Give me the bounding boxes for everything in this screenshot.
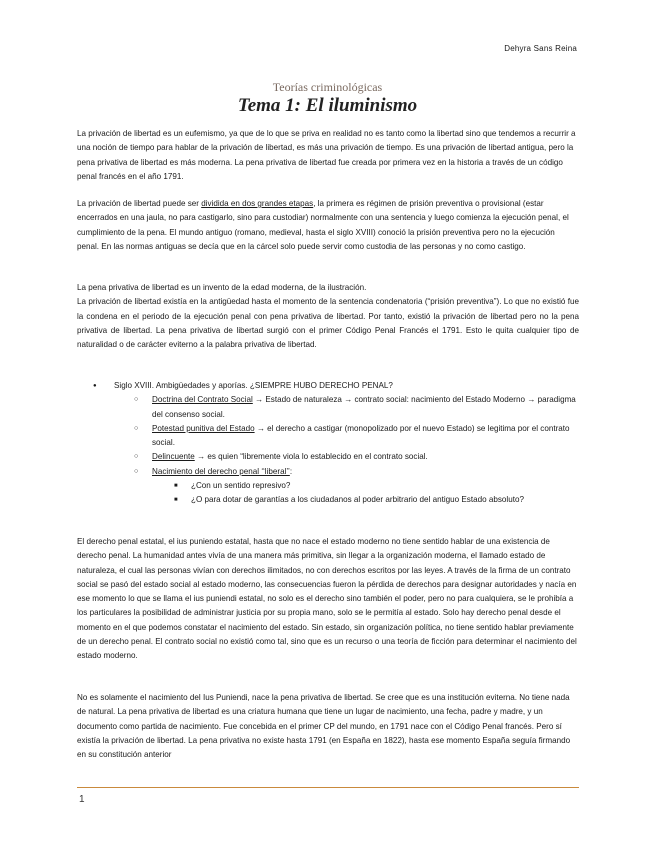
list-item-level-1: ● Siglo XVIII. Ambigüedades y aporías. ¿SIEMPRE HUBO DERECHO PENAL?: [77, 379, 579, 393]
paragraph-2-text-a: La privación de libertad puede ser: [77, 199, 202, 208]
paragraph-1-text: La privación de libertad es un eufemismo, ya que de lo que se priva en realidad no es tanto como la libertad sino que tendemos a recurrir a una noción de tiempo para hablar de la privación de libertad, es más una privación de tiempo. Es una privación de libertad antigua, pero la pena privativa de libertad es más moderna. La pena privativa de libertad fue creada por primera vez en la historia a través de un código penal francés en el año 1791.: [77, 129, 576, 181]
bullet-list: [77, 379, 579, 508]
list-item-delincuente: ○ Delincuente → es quien “libremente viola lo establecido en el contrato social.: [77, 450, 579, 464]
paragraph-1: [77, 127, 579, 184]
author-name: Dehyra Sans Reina: [504, 44, 577, 53]
paragraph-4-text: El derecho penal estatal, el ius puniendo estatal, hasta que no nace el estado moderno no tiene sentido hablar de una existencia de derecho penal. La humanidad antes vivía de una manera más primitiva, sin llegar a la organización moderna, el llamado estado de naturaleza, el cual las personas vivían con derechos ilimitados, no con derechos escritos por las leyes. A través de la firma de un contrato social se pasó del estado social al estado moderno, las consecuencias fueron la pérdida de derechos para designar autoridades y nacía en ese momento lo que se llama el ius puniendi estatal, no solo es el derecho sino también el poder, pero no para cualquiera, se le prohibía a los particulares la posibilidad de administrar justicia por su propia mano, solo se le permitía al estado. Solo hay derecho penal desde el momento en el que podemos constatar el nacimiento del estado. Sin estado, sin organización política, no tiene sentido hablar previamente de un derecho penal. El contrato social no existió como tal, sino que es un recurso o una teoría de ficción para determinar el nacimiento del estado moderno.: [77, 537, 577, 661]
page-number: 1: [79, 794, 85, 805]
paragraph-5: [77, 691, 579, 762]
list-item-nacimiento-derecho-penal: ○ Nacimiento del derecho penal ‘‘liberal’’:: [77, 465, 579, 479]
document-subtitle: Teorías criminológicas: [272, 80, 383, 94]
paragraph-3-line1: La pena privativa de libertad es un invento de la edad moderna, de la ilustración.: [77, 283, 367, 292]
paragraph-4: [77, 535, 579, 664]
list-item-potestad-punitiva: ○ Potestad punitiva del Estado → el derecho a castigar (monopolizado por el nuevo Estado) se legitima por el contrato social.: [77, 422, 579, 451]
sublist-item-sentido-represivo: ■ ¿Con un sentido represivo?: [77, 479, 579, 493]
paragraph-2-underlined: dividida en dos grandes etapas: [201, 199, 314, 208]
paragraph-2: [77, 197, 579, 254]
paragraph-2-text-b: , la primera es régimen de prisión preventiva o provisional (estar encerrados en una jaula, no para castigarlo, sino para custodiar) normalmente con una sentencia y luego comienza la ejecución penal, el cumplimiento de la pena. El mundo antiguo (romano, medieval, hasta el siglo XVIII) conoció la prisión preventiva pero no la ejecución penal. En las normas antiguas se decía que en la cárcel solo puede servir como custodia de las personas y no como castigo.: [77, 199, 569, 251]
paragraph-3-text: La privación de libertad existía en la antigüedad hasta el momento de la sentencia condenatoria (“prisión preventiva”). Lo que no existió fue la condena en el periodo de la ejecución penal con pena privativa de libertad. Por tanto, existió la privación de libertad pero no la pena privativa de libertad. La pena privativa de libertad surgió con el primer Código Penal Francés el 1791. Esto le quita cualquier tipo de naturalidad o de carácter eviterno a la palabra privativa de libertad.: [77, 297, 579, 350]
list-item-contrato-social: ○ Doctrina del Contrato Social → Estado de naturaleza → contrato social: nacimiento del Estado Moderno → paradigma del consenso social.: [77, 393, 579, 422]
paragraph-3: [77, 281, 579, 352]
footer-divider: [77, 787, 579, 788]
sublist-item-garantias: ■ ¿O para dotar de garantías a los ciudadanos al poder arbitrario del antiguo Estado absoluto?: [77, 493, 579, 507]
document-title: Tema 1: El iluminismo: [237, 95, 418, 116]
paragraph-5-text: No es solamente el nacimiento del Ius Puniendi, nace la pena privativa de libertad. Se cree que es una institución eviterna. No tiene nada de natural. La pena privativa de libertad es una criatura humana que tiene un lugar de nacimiento, una fecha, padre y madre, y un documento como partida de nacimiento. Fue concebida en el primer CP del mundo, en 1791 nace con el Código Penal francés. Pero sí existía la privación de libertad. La pena privativa no existe hasta 1791 (en España en 1822), hasta ese momento España seguía firmando en su constitución anterior: [77, 693, 571, 760]
